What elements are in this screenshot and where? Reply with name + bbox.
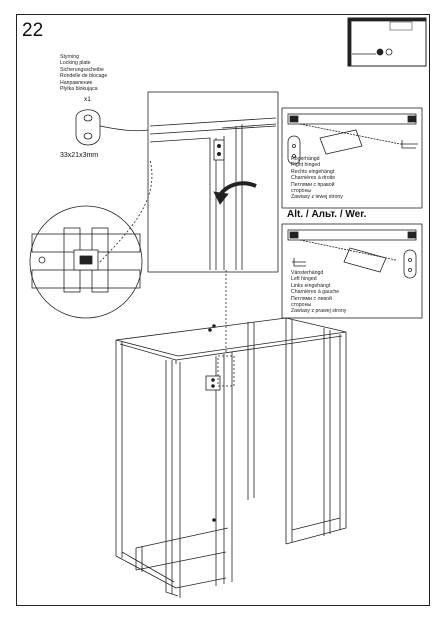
left-hinged-de: Links eingehängt [291, 282, 331, 289]
right-hinged-panel [282, 108, 422, 208]
frame-corner-detail [148, 92, 278, 352]
connector-detail-circle [30, 160, 152, 318]
part-name-de: Sicherungsscheibe [60, 66, 104, 73]
step-number: 22 [22, 20, 44, 41]
left-hinged-panel [282, 224, 422, 318]
right-hinged-en: Right hinged [291, 162, 321, 169]
part-quantity: x1 [84, 96, 91, 103]
right-hinged-ru2: стороны [291, 188, 312, 195]
part-name-ru: Направление [60, 79, 93, 86]
left-hinged-pl: Zawiasy z prawej strony [291, 308, 347, 315]
right-hinged-sv: Högerhängd [291, 156, 320, 162]
right-hinged-de: Rechts eingehängt [291, 168, 335, 175]
part-name-pl: Płytka blokująca [60, 86, 98, 93]
left-hinged-en: Left hinged [291, 276, 317, 283]
left-hinged-fr: Charnières à gauche [291, 289, 340, 296]
part-name-fr: Rondelle de blocage [60, 73, 108, 80]
wardrobe-frame [116, 318, 346, 598]
part-dimensions: 33x21x3mm [60, 152, 99, 159]
left-hinged-ru: Петлями с левой [291, 295, 332, 302]
part-name-sv: Styrning [60, 54, 80, 60]
right-hinged-fr: Charnières à droite [291, 175, 336, 182]
room-plan-icon [348, 18, 426, 66]
locking-plate-part [76, 110, 148, 145]
alternative-heading: Alt. / Альт. / Wer. [287, 209, 367, 220]
left-hinged-sv: Vänsterhängd [291, 270, 324, 276]
right-hinged-pl: Zawiasy z lewej strony [291, 194, 343, 201]
right-hinged-ru: Петлями с правой [291, 181, 335, 188]
part-name-en: Locking plate [60, 60, 91, 67]
left-hinged-ru2: стороны [291, 302, 312, 309]
